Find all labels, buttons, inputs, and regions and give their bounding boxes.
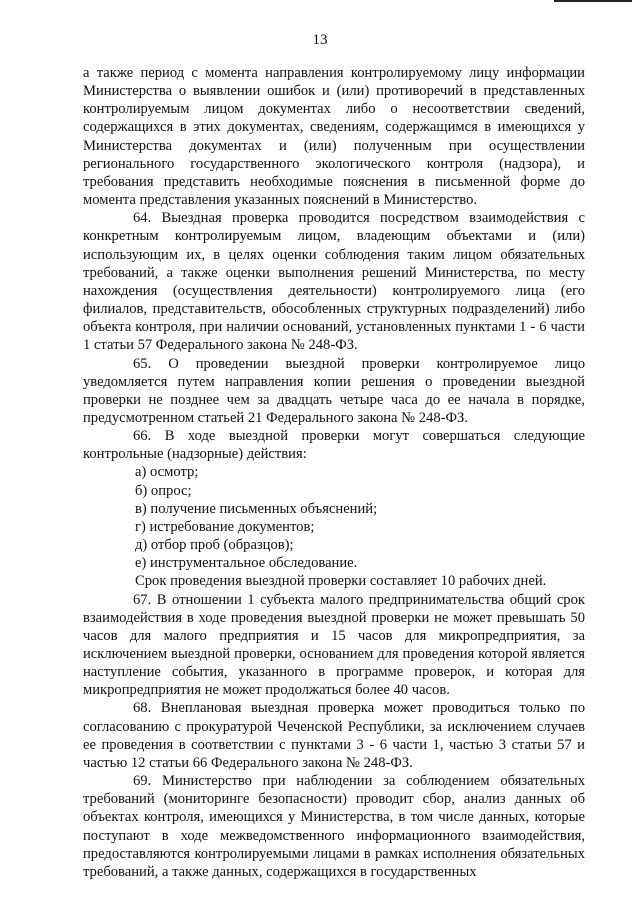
- list-item-b: б) опрос;: [135, 482, 192, 499]
- paragraph-continuation: а также период с момента направления контролируемому лицу информации Министерства о выявлении ошибок и (или) противоречий в представленных контролируемым лицом документах либо о несоответствии сведений, содержащихся в этих документах, сведениям, содержащимся в имеющихся у Министерства документах и (или) полученным при осуществлении регионального государственного экологического контроля (надзора), и требования представить необходимые пояснения в письменной форме до момента представления указанных пояснений в Министерство.: [83, 65, 585, 209]
- list-item-e: е) инструментальное обследование.: [135, 555, 358, 572]
- paragraph-65: 65. О проведении выездной проверки контролируемое лицо уведомляется путем направления копии решения о проведении выездной проверки не позднее чем за двадцать четыре часа до ее начала в порядке, предусмотренном статьей 21 Федерального закона № 248-ФЗ.: [83, 355, 585, 426]
- list-item-v: в) получение письменных объяснений;: [135, 500, 378, 517]
- page-number: 13: [312, 32, 328, 48]
- paragraph-64: 64. Выездная проверка проводится посредством взаимодействия с конкретным контролируемым лицом, владеющим объектами и (или) использующим их, в целях оценки соблюдения таким лицом обязательных требований, а также оценки выполнения решений Министерства, по месту нахождения (осуществления деятельности) контролируемого лица (его филиалов, представительств, обособленных структурных подразделений) либо объекта контроля, при наличии оснований, установленных пунктами 1 - 6 части 1 статьи 57 Федерального закона № 248-ФЗ.: [83, 210, 585, 354]
- corner-mark: [554, 0, 632, 2]
- paragraph-66: 66. В ходе выездной проверки могут совершаться следующие контрольные (надзорные) действия:: [83, 428, 585, 463]
- document-body: [83, 64, 585, 881]
- list-item-d: д) отбор проб (образцов);: [135, 537, 294, 554]
- paragraph-69: 69. Министерство при наблюдении за соблюдением обязательных требований (мониторинге безопасности) проводит сбор, анализ данных об объектах контроля, имеющихся у Министерства, в том числе данных, которые поступают в ходе межведомственного информационного взаимодействия, предоставляются контролируемыми лицами в рамках исполнения обязательных требований, а также данных, содержащихся в государственных: [83, 773, 585, 880]
- list-item-g: г) истребование документов;: [135, 518, 315, 535]
- inspection-term-line: Срок проведения выездной проверки составляет 10 рабочих дней.: [135, 573, 547, 590]
- paragraph-68: 68. Внеплановая выездная проверка может проводиться только по согласованию с прокуратурой Чеченской Республики, за исключением случаев ее проведения в соответствии с пунктами 3 - 6 части 1, частью 3 статьи 57 и частью 12 статьи 66 Федерального закона № 248-ФЗ.: [83, 700, 585, 771]
- list-item-a: а) осмотр;: [135, 464, 199, 481]
- paragraph-67: 67. В отношении 1 субъекта малого предпринимательства общий срок взаимодействия в ходе проведения выездной проверки не может превышать 50 часов для малого предприятия и 15 часов для микропредприятия, за исключением выездной проверки, основанием для проведения которой является наступление события, указанного в программе проверок, и которая для микропредприятия не может продолжаться более 40 часов.: [83, 591, 585, 699]
